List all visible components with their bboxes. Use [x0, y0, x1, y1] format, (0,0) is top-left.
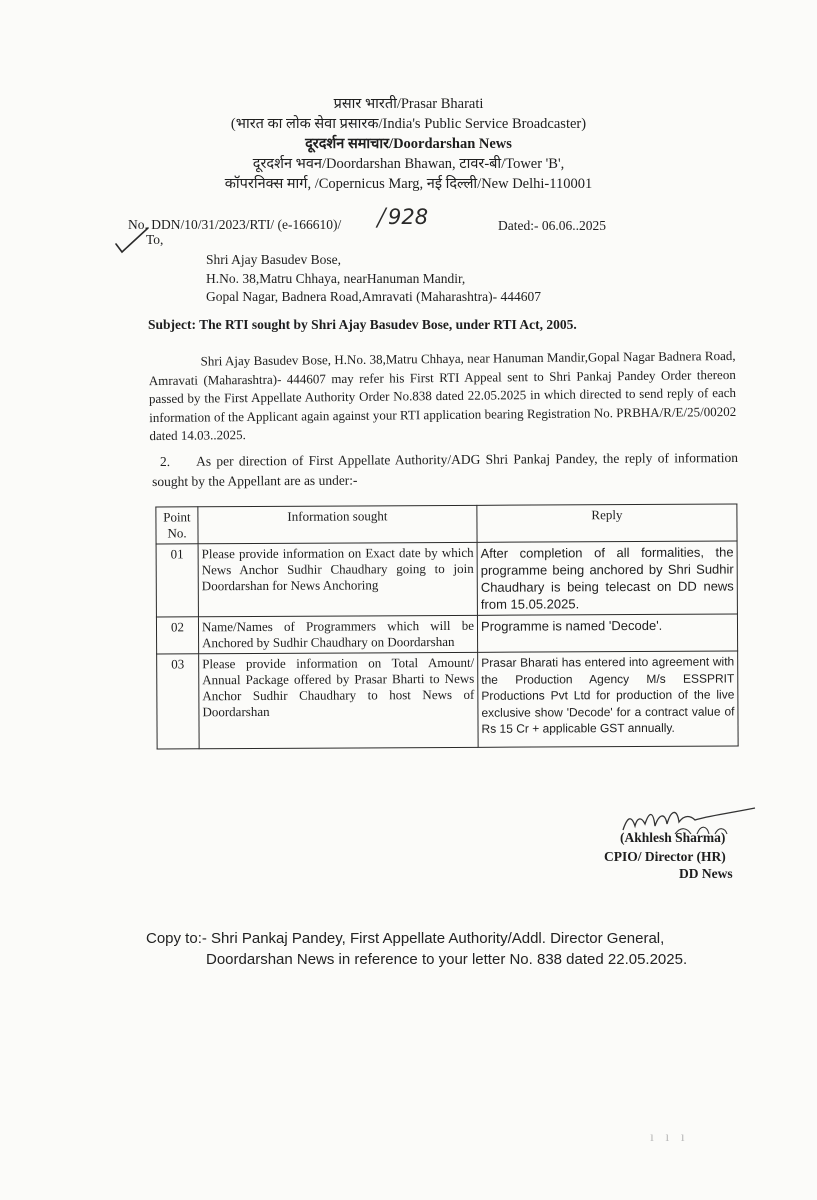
information-sought: Please provide information on Exact date by which News Anchor Sudhir Chaudhary going to join Doordarshan for News Anchoring [198, 542, 477, 616]
letter-date: Dated:- 06.06..2025 [498, 218, 606, 233]
information-table [155, 503, 738, 749]
org-name: प्रसार भारती/Prasar Bharati [333, 96, 484, 112]
addressee-address-2: Gopal Nagar, Badnera Road,Amravati (Maharashtra)- 444607 [206, 289, 541, 304]
addressee-block [206, 251, 541, 307]
paragraph-2 [152, 448, 738, 492]
header-reply: Reply [477, 504, 737, 542]
addressee-name: Shri Ajay Basudev Bose, [206, 252, 341, 267]
paragraph-2-number: 2. [159, 453, 171, 469]
paragraph-1: Shri Ajay Basudev Bose, H.No. 38,Matru Chhaya, near Hanuman Mandir,Gopal Nagar Badnera Road, Amravati (Maharashtra)- 444607 may refer his First RTI Appeal sent to Shri Pankaj Pandey Order thereon passed by the First Appellate Authority Order No.838 dated 22.05.2025 in which directed to send reply of each information of the Applicant again against your RTI application bearing Registration No. PRBHA/R/E/25/00202 dated 14.03..2025. [148, 347, 737, 444]
reference-number: No. DDN/10/31/2023/RTI/ (e-166610)/ [128, 217, 342, 232]
table-row [156, 614, 737, 654]
paragraph-2-text: As per direction of First Appellate Authority/ADG Shri Pankaj Pandey, the reply of information sought by the Appellant are as under:- [152, 449, 738, 490]
information-sought: Name/Names of Programmers which will be Anchored by Sudhir Chaudhary on Doordarshan [198, 615, 477, 653]
point-number: 03 [157, 654, 199, 749]
information-sought: Please provide information on Total Amount/ Annual Package offered by Prasar Bharti to News Anchor Sudhir Chaudhary to host News of Doordarshan [199, 652, 478, 748]
table-header-row [156, 504, 737, 544]
point-number: 01 [156, 544, 198, 617]
table-row [157, 651, 738, 749]
subject-line: Subject: The RTI sought by Shri Ajay Basudev Bose, under RTI Act, 2005. [148, 317, 577, 332]
reply-text: After completion of all formalities, the programme being anchored by Shri Sudhir Chaudhary is being telecast on DD news from 15.05.2025. [477, 541, 737, 615]
point-number: 02 [156, 617, 198, 654]
reply-text: Programme is named 'Decode'. [477, 614, 737, 652]
handwritten-dispatch-number: 928 [388, 205, 429, 229]
header-information-sought: Information sought [198, 505, 477, 543]
address-line-1: दूरदर्शन भवन/Doordarshan Bhawan, टावर-बी/Tower 'B', [252, 156, 565, 172]
letterhead [0, 94, 817, 194]
copy-to-line-1: Copy to:- Shri Pankaj Pandey, First Appellate Authority/Addl. Director General, [146, 930, 665, 947]
division-name: दूरदर्शन समाचार/Doordarshan News [305, 136, 512, 152]
addressee-address-1: H.No. 38,Matru Chhaya, nearHanuman Mandir, [206, 270, 466, 286]
table-row [156, 541, 737, 617]
org-tagline: (भारत का लोक सेवा प्रसारक/India's Public Service Broadcaster) [230, 116, 587, 132]
header-point-no: Point No. [156, 507, 198, 544]
signatory-designation: CPIO/ Director (HR) [604, 849, 726, 864]
signatory-name: (Akhlesh Sharma) [620, 830, 726, 845]
copy-to-line-2: Doordarshan News in reference to your letter No. 838 dated 22.05.2025. [206, 951, 688, 968]
to-label: To, [146, 232, 164, 247]
signatory-organisation: DD News [679, 866, 733, 881]
address-line-2: कॉपरनिक्स मार्ग, /Copernicus Marg, नई दिल्ली/New Delhi-110001 [224, 176, 593, 192]
handwritten-slash: / [374, 198, 389, 236]
reply-text: Prasar Bharati has entered into agreement with the Production Agency M/s ESSPRIT Productions Pvt Ltd for production of the live exclusive show 'Decode' for a contract value of Rs 15 Cr + applicable GST annually. [478, 651, 738, 747]
scan-marks: ı ı ı [650, 1130, 689, 1145]
